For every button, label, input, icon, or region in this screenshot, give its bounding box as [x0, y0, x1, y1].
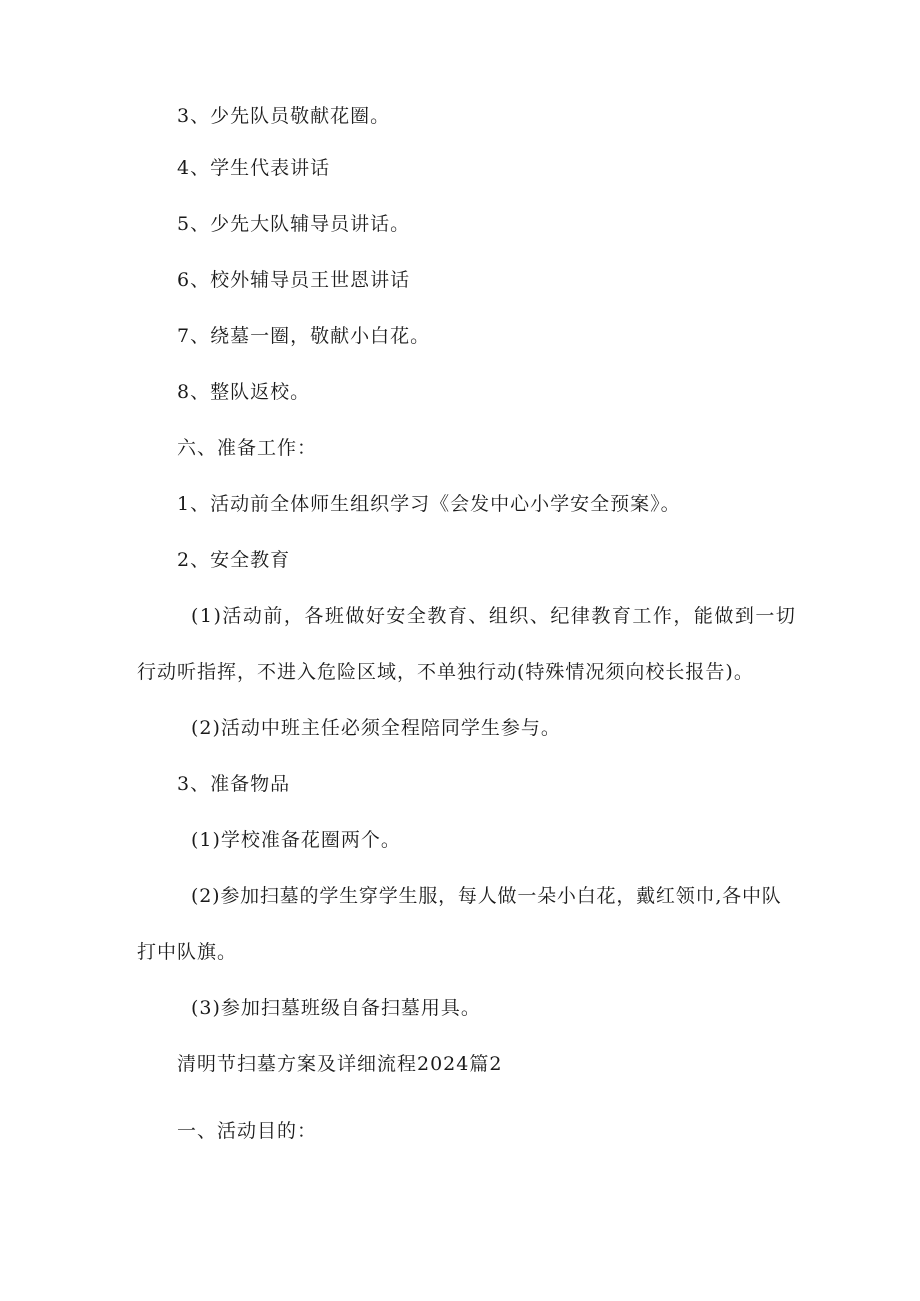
article-title-part-2: 清明节扫墓方案及详细流程2024篇2: [177, 1053, 503, 1075]
safety-item-2: (2)活动中班主任必须全程陪同学生参与。: [191, 717, 561, 739]
list-item-6: 6、校外辅导员王世恩讲话: [177, 269, 411, 291]
list-item-3: 3、少先队员敬献花圈。: [177, 105, 391, 127]
safety-item-1-line-1: (1)活动前，各班做好安全教育、组织、纪律教育工作，能做到一切: [191, 605, 797, 627]
supplies-item-3: (3)参加扫墓班级自备扫墓用具。: [191, 997, 481, 1019]
list-item-7: 7、绕墓一圈，敬献小白花。: [177, 325, 431, 347]
list-item-5: 5、少先大队辅导员讲话。: [177, 213, 411, 235]
prep-item-2: 2、安全教育: [177, 549, 291, 571]
supplies-item-2-line-2: 打中队旗。: [137, 941, 238, 963]
section-heading-preparation: 六、准备工作：: [177, 437, 318, 459]
section-heading-purpose: 一、活动目的：: [177, 1120, 318, 1142]
supplies-item-1: (1)学校准备花圈两个。: [191, 829, 401, 851]
list-item-4: 4、学生代表讲话: [177, 157, 331, 179]
supplies-item-2-line-1: (2)参加扫墓的学生穿学生服，每人做一朵小白花，戴红领巾,各中队: [191, 885, 782, 907]
prep-item-3: 3、准备物品: [177, 773, 291, 795]
prep-item-1: 1、活动前全体师生组织学习《会发中心小学安全预案》。: [177, 493, 681, 515]
safety-item-1-line-2: 行动听指挥，不进入危险区域，不单独行动(特殊情况须向校长报告)。: [137, 661, 754, 683]
list-item-8: 8、整队返校。: [177, 381, 311, 403]
